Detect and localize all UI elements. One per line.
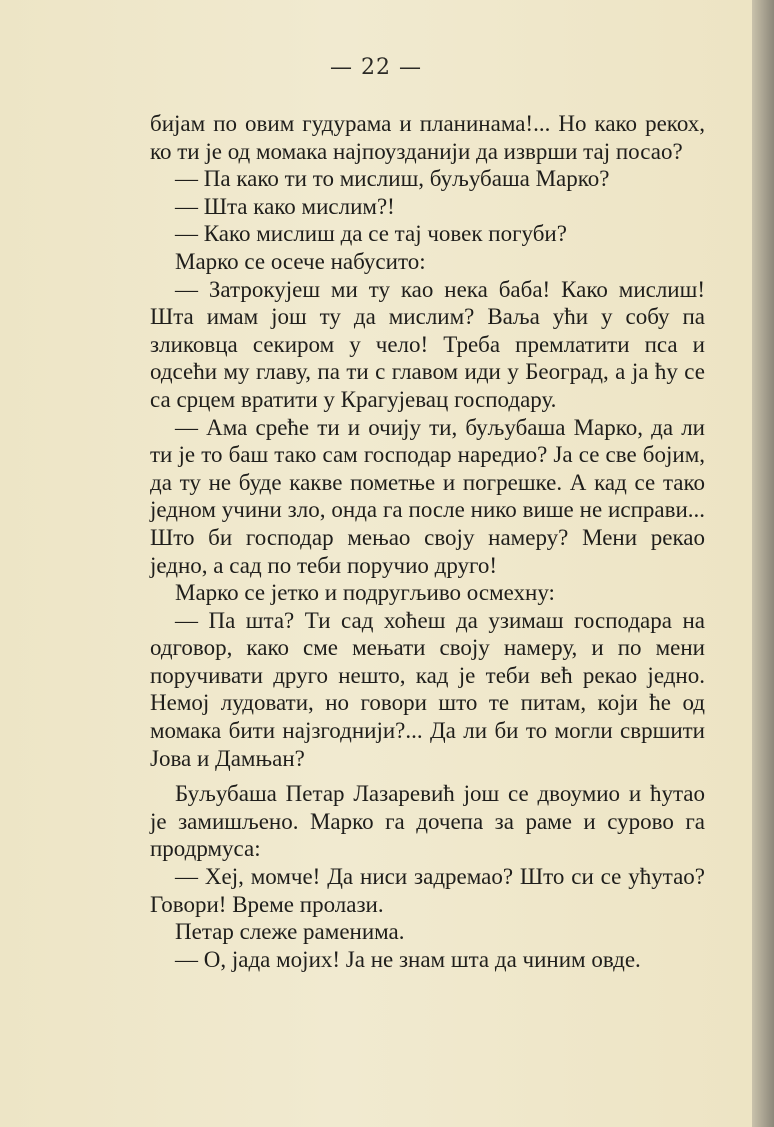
- paragraph: — Ама среће ти и очију ти, буљубаша Марко, да ли ти је то баш тако сам господар наредио? Ја се све бојим, да ту не буде какве пометње и погрешке. А кад се тако једном учини зло, онда га после нико више не исправи... Што би господар мењао своју намеру? Мени рекао једно, а сад по теби поручио друго!: [150, 414, 705, 578]
- page-number: — 22 —: [330, 55, 422, 80]
- paragraph: — Па шта? Ти сад хоћеш да узимаш господара на одговор, како сме мењати своју намеру, и по мени поручивати друго нешто, кад је теби већ рекао једно. Немој лудовати, но говори што те питам, који ће од момака бити најзгоднији?... Да ли би то могли свршити Јова и Дамњан?: [150, 607, 705, 771]
- paragraph: Марко се јетко и подругљиво осмехну:: [175, 580, 555, 606]
- paragraph: Петар слеже раменима.: [175, 919, 405, 945]
- paragraph: Марко се осече набусито:: [175, 248, 426, 274]
- paragraph: — Шта како мислим?!: [175, 193, 395, 219]
- paragraph: Буљубаша Петар Лазаревић још се двоумио и ћутао је замишљено. Марко га дочепа за раме и сурово га продрмуса:: [150, 781, 705, 862]
- paragraph: — Затрокујеш ми ту као нека баба! Како мислиш! Шта имам још ту да мислим? Ваља ући у собу па зликовца секиром у чело! Треба премлатити пса и одсећи му главу, па ти с главом иди у Београд, а ја ћу се са срцем вратити у Крагујевац господару.: [150, 276, 705, 412]
- text-body: [150, 110, 705, 973]
- page-edge-shadow: [752, 0, 774, 1127]
- paragraph: — Па како ти то мислиш, буљубаша Марко?: [175, 166, 610, 192]
- paragraph: — Како мислиш да се тај човек погуби?: [175, 221, 567, 247]
- paragraph: бијам по овим гудурама и планинама!... Но како рекох, ко ти је од момака најпоузданији да изврши тај посао?: [150, 111, 705, 164]
- paragraph: — Хеј, момче! Да ниси задремао? Што си се ућутао? Говори! Време пролази.: [150, 864, 705, 917]
- paragraph: — О, јада мојих! Ја не знам шта да чиним овде.: [175, 946, 641, 972]
